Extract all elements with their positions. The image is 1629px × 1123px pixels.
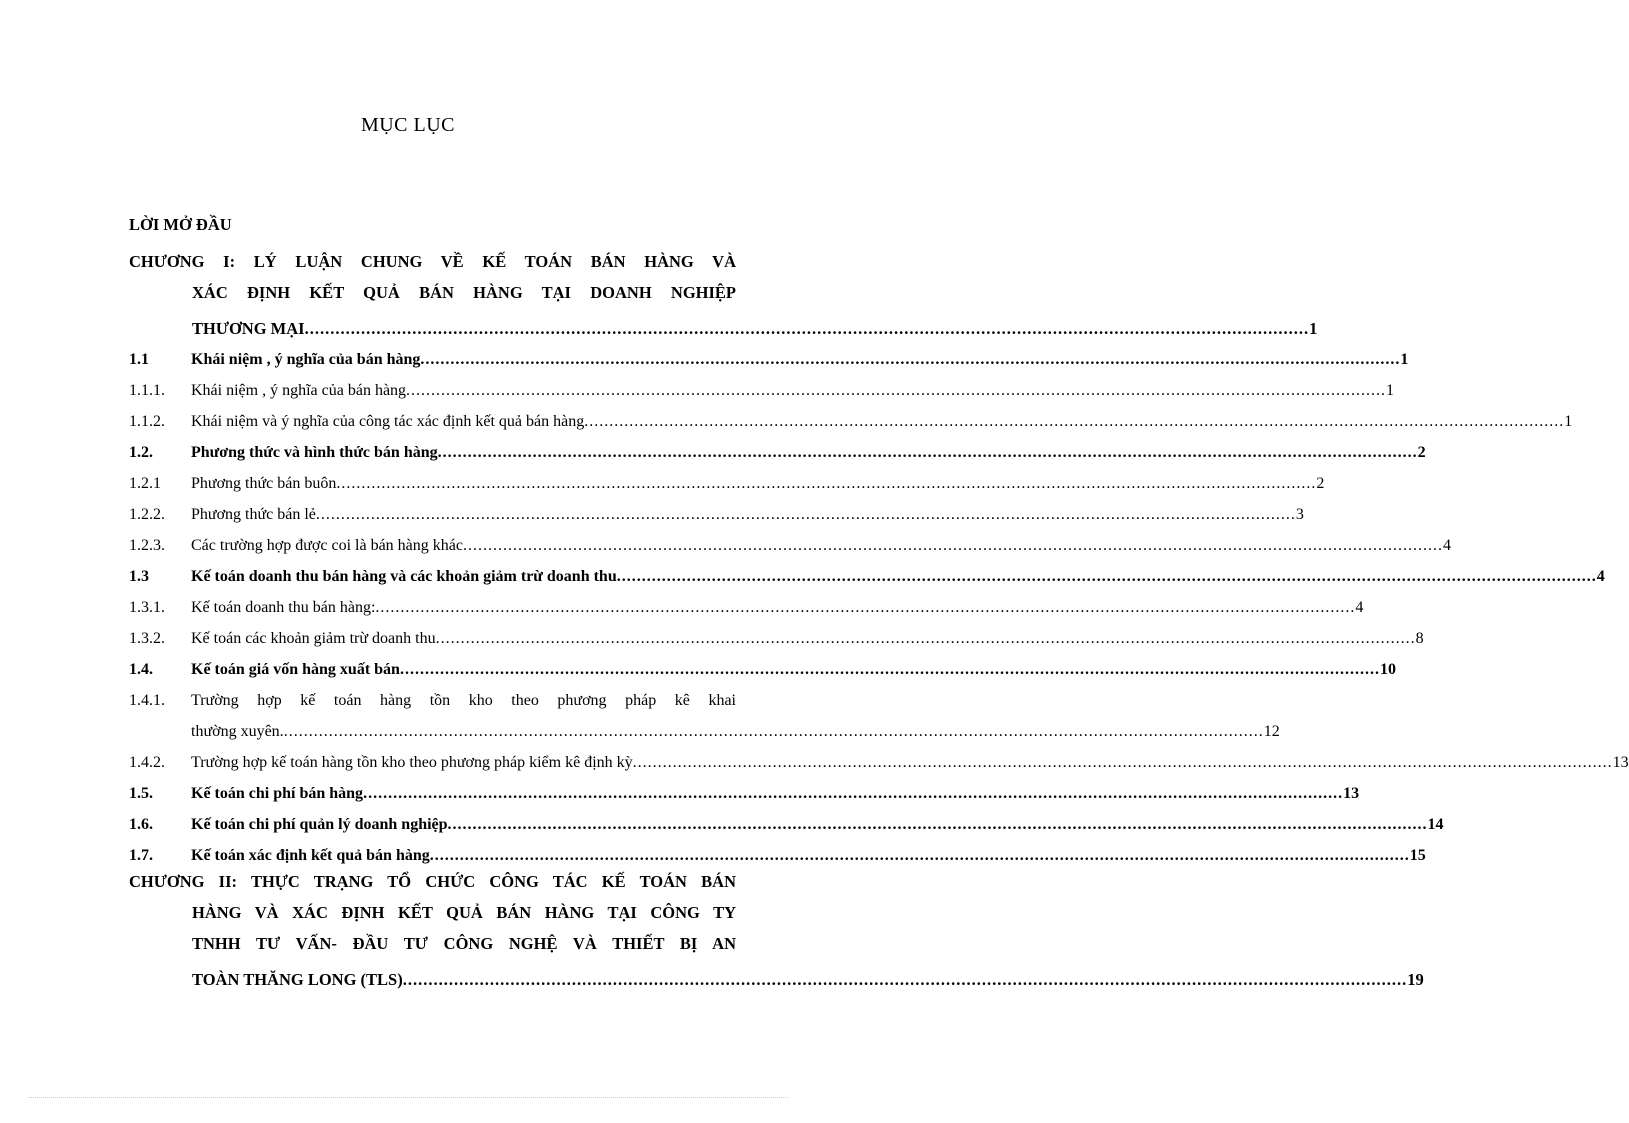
entry-title-continued: thường xuyên. <box>191 723 284 740</box>
toc-entry[interactable] <box>129 463 1325 494</box>
entry-number: 1.3.2. <box>129 630 165 647</box>
chapter-2-line-1: CHƯƠNG II: THỰC TRẠNG TỔ CHỨC CÔNG TÁC KẾ TOÁN BÁN <box>129 872 736 891</box>
entry-number: 1.3.1. <box>129 599 165 616</box>
chapter-1-line-1: CHƯƠNG I: LÝ LUẬN CHUNG VỀ KẾ TOÁN BÁN HÀNG VÀ <box>129 252 736 271</box>
toc-entry[interactable] <box>129 556 1605 587</box>
page-number: 8 <box>1415 630 1424 647</box>
page-footer-rule <box>28 1097 788 1098</box>
chapter-2-line-4-text: TOÀN THĂNG LONG (TLS) <box>192 970 403 989</box>
dot-leader <box>336 474 1316 494</box>
toc-entry[interactable] <box>129 773 1360 804</box>
entry-row-1 <box>129 680 736 711</box>
dot-leader <box>617 567 1597 587</box>
entry-title: Kế toán xác định kết quả bán hàng <box>191 847 430 864</box>
toc-entry[interactable] <box>129 432 1426 463</box>
page-number: 15 <box>1409 847 1426 864</box>
dot-leader <box>406 381 1386 401</box>
entry-title: Phương thức bán lẻ <box>191 506 316 523</box>
entry-title: Kế toán doanh thu bán hàng và các khoản giảm trừ doanh thu <box>191 568 617 585</box>
page-number: 1 <box>1564 413 1573 430</box>
dot-leader <box>400 660 1380 680</box>
entry-title: Kế toán doanh thu bán hàng: <box>191 599 376 616</box>
chapter-1-line-3 <box>129 308 1318 339</box>
page-number: 10 <box>1379 661 1396 678</box>
entry-number: 1.4.1. <box>129 692 165 709</box>
entry-number: 1.4. <box>129 661 153 678</box>
toc-entry[interactable] <box>129 339 1409 370</box>
toc-entry[interactable] <box>129 494 1304 525</box>
toc-entry[interactable] <box>129 835 1426 866</box>
toc-intro[interactable]: LỜI MỞ ĐẦU <box>129 215 232 234</box>
dot-leader <box>363 784 1343 804</box>
chapter-2-line-4 <box>129 959 1424 990</box>
entry-title: Kế toán chi phí quản lý doanh nghiệp <box>191 816 448 833</box>
entry-number: 1.1.1. <box>129 382 165 399</box>
entry-title: Trường hợp kế toán hàng tồn kho theo phương pháp kê khai <box>191 692 736 709</box>
entry-title: Khái niệm , ý nghĩa của bán hàng <box>191 382 407 399</box>
dot-leader <box>438 443 1418 463</box>
table-of-contents <box>129 215 1629 990</box>
dot-leader <box>584 412 1564 432</box>
toc-entry[interactable] <box>129 587 1364 618</box>
page-number: 2 <box>1316 475 1325 492</box>
dot-leader <box>305 319 1310 339</box>
dot-leader <box>430 846 1410 866</box>
entry-number: 1.2.3. <box>129 537 165 554</box>
entry-number: 1.1.2. <box>129 413 165 430</box>
entry-title: Khái niệm , ý nghĩa của bán hàng <box>191 351 421 368</box>
dot-leader <box>463 536 1443 556</box>
toc-entry-1-4-1[interactable] <box>129 680 1280 742</box>
entry-title: Kế toán chi phí bán hàng <box>191 785 364 802</box>
dot-leader <box>448 815 1428 835</box>
entry-title: Kế toán giá vốn hàng xuất bán <box>191 661 400 678</box>
entry-title: Các trường hợp được coi là bán hàng khác <box>191 537 463 554</box>
dot-leader <box>403 970 1408 990</box>
entry-number: 1.5. <box>129 785 153 802</box>
entry-title: Trường hợp kế toán hàng tồn kho theo phương pháp kiểm kê định kỳ <box>191 754 633 771</box>
page-number: 2 <box>1417 444 1426 461</box>
entry-title: Phương thức bán buôn <box>191 475 337 492</box>
page-number: 19 <box>1407 970 1424 989</box>
entry-title: Khái niệm và ý nghĩa của công tác xác định kết quả bán hàng <box>191 413 585 430</box>
toc-entry[interactable] <box>129 804 1444 835</box>
toc-entry[interactable] <box>129 742 1629 773</box>
page-number: 14 <box>1427 816 1444 833</box>
dot-leader <box>375 598 1355 618</box>
entry-title: Phương thức và hình thức bán hàng <box>191 444 438 461</box>
toc-chapter-1[interactable] <box>129 246 1318 339</box>
page-number: 12 <box>1263 723 1280 740</box>
page-number: 4 <box>1442 537 1451 554</box>
entry-number: 1.1 <box>129 351 149 368</box>
page-number: 13 <box>1612 754 1629 771</box>
toc-entry[interactable] <box>129 525 1451 556</box>
dot-leader <box>436 629 1416 649</box>
page-number: 1 <box>1386 382 1395 399</box>
entry-number: 1.2.2. <box>129 506 165 523</box>
chapter-1-line-2: XÁC ĐỊNH KẾT QUẢ BÁN HÀNG TẠI DOANH NGHIỆP <box>192 283 736 302</box>
page-number: 1 <box>1400 351 1409 368</box>
toc-entry[interactable] <box>129 370 1395 401</box>
chapter-2-line-2: HÀNG VÀ XÁC ĐỊNH KẾT QUẢ BÁN HÀNG TẠI CÔNG TY <box>192 903 736 922</box>
toc-entry[interactable] <box>129 401 1573 432</box>
dot-leader <box>420 350 1400 370</box>
entry-number: 1.4.2. <box>129 754 165 771</box>
chapter-2-line-3: TNHH TƯ VẤN- ĐẦU TƯ CÔNG NGHỆ VÀ THIẾT BỊ AN <box>192 934 736 953</box>
chapter-1-line-3-text: THƯƠNG MẠI <box>192 319 305 338</box>
toc-chapter-2[interactable] <box>129 866 1424 990</box>
page-number: 13 <box>1343 785 1360 802</box>
entry-number: 1.2.1 <box>129 475 161 492</box>
entry-number: 1.7. <box>129 847 153 864</box>
entry-number: 1.6. <box>129 816 153 833</box>
entry-number: 1.3 <box>129 568 149 585</box>
page-number: 3 <box>1295 506 1304 523</box>
dot-leader <box>284 722 1264 742</box>
toc-entry[interactable] <box>129 649 1396 680</box>
page-title: MỤC LỤC <box>360 114 456 136</box>
page-number: 4 <box>1355 599 1364 616</box>
dot-leader <box>316 505 1296 525</box>
entry-number: 1.2. <box>129 444 153 461</box>
page-number: 4 <box>1596 568 1605 585</box>
dot-leader <box>633 753 1613 773</box>
entry-row-2 <box>129 711 1280 742</box>
toc-entry[interactable] <box>129 618 1424 649</box>
entry-title: Kế toán các khoản giảm trừ doanh thu <box>191 630 436 647</box>
page-number: 1 <box>1309 319 1318 338</box>
